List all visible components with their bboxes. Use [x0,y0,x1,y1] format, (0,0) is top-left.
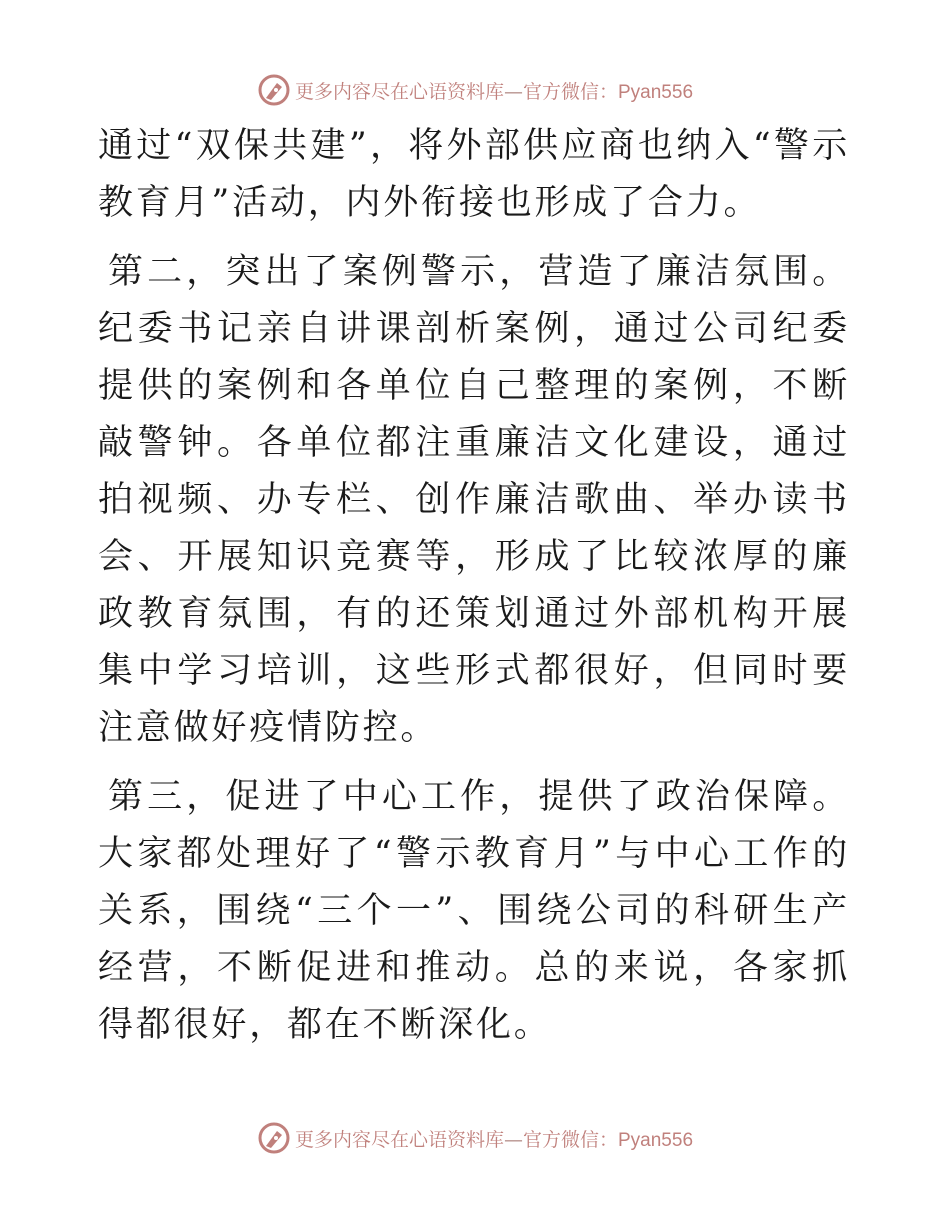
watermark-wechat-label: 官方微信： [522,80,618,103]
watermark-wechat-id: Pyan556 [618,81,694,103]
document-body [98,118,850,1054]
watermark-wechat-id: Pyan556 [618,1129,694,1151]
pen-nib-logo-icon [257,1121,291,1155]
watermark-separator: — [503,80,523,103]
header-watermark [0,70,950,110]
watermark-wechat-label: 官方微信： [522,1128,618,1151]
paragraph-third-point: 第三，促进了中心工作，提供了政治保障。大家都处理好了“警示教育月”与中心工作的关系，围绕“三个一”、围绕公司的科研生产经营，不断促进和推动。总的来说，各家抓得都很好，都在不断深化。 [98,777,850,1045]
footer-watermark [0,1118,950,1158]
paragraph-second-point: 第二，突出了案例警示，营造了廉洁氛围。纪委书记亲自讲课剖析案例，通过公司纪委提供的案例和各单位自己整理的案例，不断敲警钟。各单位都注重廉洁文化建设，通过拍视频、办专栏、创作廉洁歌曲、举办读书会、开展知识竞赛等，形成了比较浓厚的廉政教育氛围，有的还策划通过外部机构开展集中学习培训，这些形式都很好，但同时要注意做好疫情防控。 [98,252,850,748]
pen-nib-logo-icon [257,73,291,107]
watermark-brand-text: 更多内容尽在心语资料库 [294,80,504,103]
watermark-separator: — [503,1128,523,1151]
watermark-brand-text: 更多内容尽在心语资料库 [294,1128,504,1151]
paragraph-continuation: 通过“双保共建”，将外部供应商也纳入“警示教育月”活动，内外衔接也形成了合力。 [98,126,850,223]
